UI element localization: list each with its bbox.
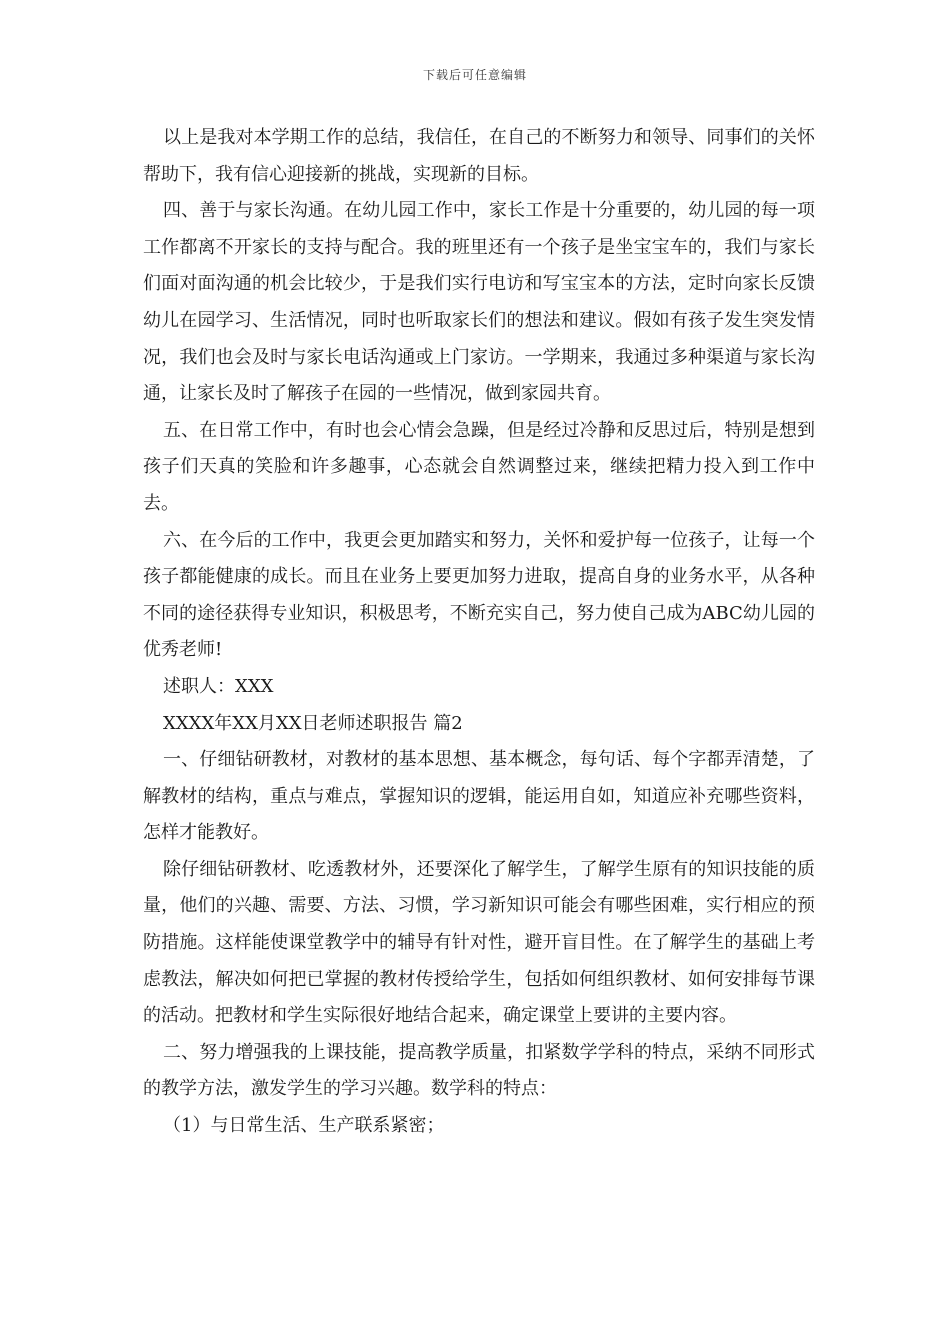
paragraph-item-2: 二、努力增强我的上课技能，提高教学质量，扣紧数学学科的特点，采纳不同形式的教学方法，激发学生的学习兴趣。数学科的特点：: [143, 1041, 815, 1100]
paragraph-signature: 述职人：XXX: [163, 675, 274, 697]
header-note: 下载后可任意编辑: [422, 68, 527, 82]
paragraph-summary: 以上是我对本学期工作的总结，我信任，在自己的不断努力和领导、同事们的关怀帮助下，我有信心迎接新的挑战，实现新的目标。: [143, 127, 815, 185]
paragraph-subitem-1: （1）与日常生活、生产联系紧密；: [163, 1115, 445, 1137]
document-body: [143, 120, 815, 1145]
paragraph-section-4: 四、善于与家长沟通。在幼儿园工作中，家长工作是十分重要的，幼儿园的每一项工作都离不开家长的支持与配合。我的班里还有一个孩子是坐宝宝车的，我们与家长们面对面沟通的机会比较少，于是我们实行电访和写宝宝本的方法，定时向家长反馈幼儿在园学习、生活情况，同时也听取家长们的想法和建议。假如有孩子发生突发情况，我们也会及时与家长电话沟通或上门家访。一学期来，我通过多种渠道与家长沟通，让家长及时了解孩子在园的一些情况，做到家园共育。: [143, 200, 815, 405]
paragraph-section-5: 五、在日常工作中，有时也会心情会急躁，但是经过冷静和反思过后，特别是想到孩子们天真的笑脸和许多趣事，心态就会自然调整过来，继续把精力投入到工作中去。: [143, 419, 815, 514]
paragraph-item-1: 一、仔细钻研教材，对教材的基本思想、基本概念，每句话、每个字都弄清楚，了解教材的结构，重点与难点，掌握知识的逻辑，能运用自如，知道应补充哪些资料，怎样才能教好。: [143, 749, 815, 844]
paragraph-understand-students: 除仔细钻研教材、吃透教材外，还要深化了解学生，了解学生原有的知识技能的质量，他们的兴趣、需要、方法、习惯，学习新知识可能会有哪些困难，实行相应的预防措施。这样能使课堂教学中的辅导有针对性，避开盲目性。在了解学生的基础上考虑教法，解决如何把已掌握的教材传授给学生，包括如何组织教材、如何安排每节课的活动。把教材和学生实际很好地结合起来，确定课堂上要讲的主要内容。: [143, 858, 815, 1027]
paragraph-report-title: XXXX年XX月XX日老师述职报告 篇2: [163, 712, 463, 734]
paragraph-section-6: 六、在今后的工作中，我更会更加踏实和努力，关怀和爱护每一位孩子，让每一个孩子都能健康的成长。而且在业务上要更加努力进取，提高自身的业务水平，从各种不同的途径获得专业知识，积极思考，不断充实自己，努力使自己成为ABC幼儿园的优秀老师!: [143, 529, 815, 661]
